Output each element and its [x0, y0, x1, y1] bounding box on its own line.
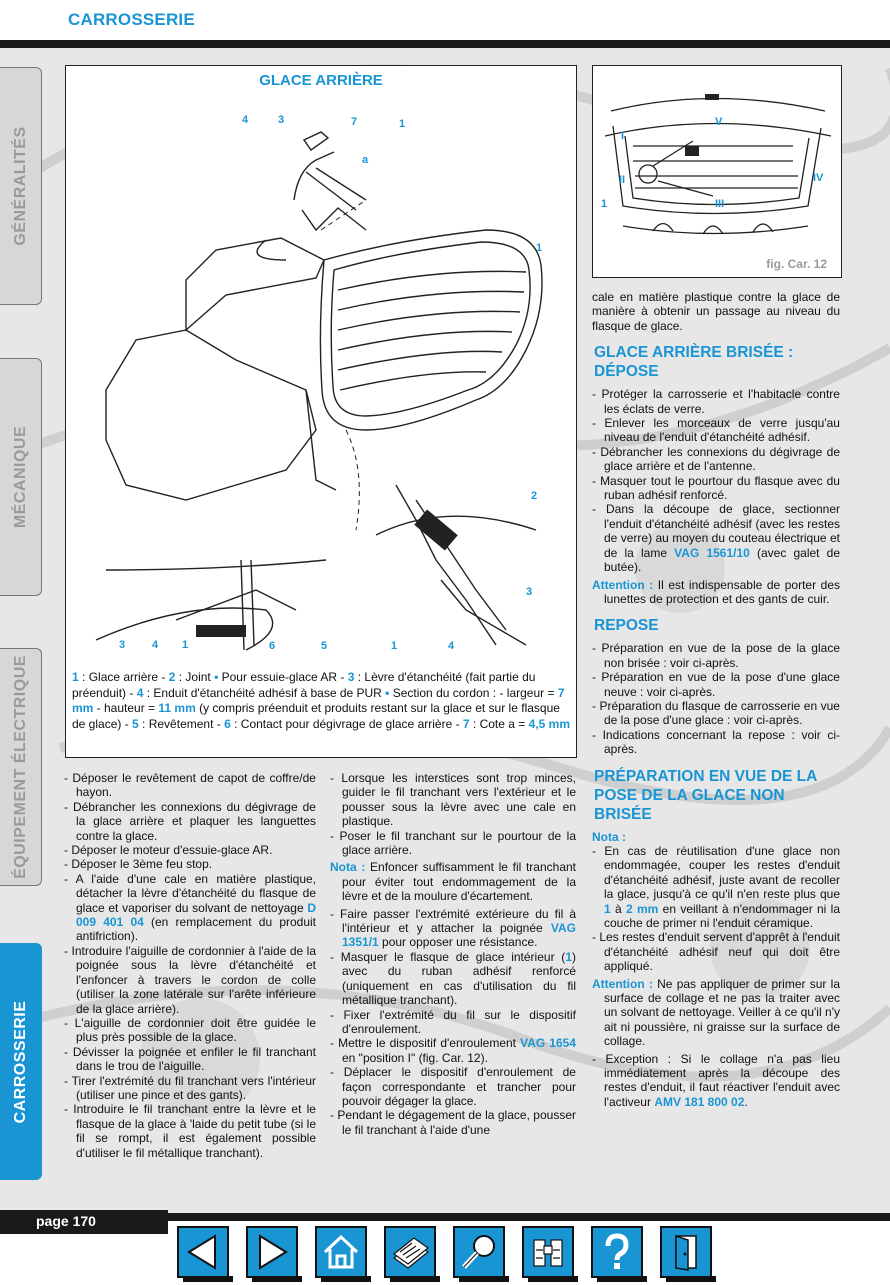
tab-mecanique-label: MÉCANIQUE	[11, 425, 29, 529]
section-depose-note-text: Il est indispensable de porter des lunettes de protection et des gants de cuir.	[604, 577, 841, 606]
text-run: L'aiguille de cordonnier doit être guidée le plus près possible de la glace.	[74, 1015, 316, 1045]
list-item: - Masquer tout le pourtour du flasque avec du ruban adhésif renforcé.	[592, 473, 840, 503]
callout-1-bottom: 1	[182, 639, 189, 651]
section-depose-note	[592, 578, 840, 607]
text-run: Préparation en vue de la pose de la glace non brisée : voir ci-après.	[601, 641, 840, 670]
text-run: ) avec du ruban adhésif renforcé (uniquement en cas d'utilisation du fil métallique tranchant).	[342, 949, 576, 1008]
callout-6-bottom: 6	[269, 640, 276, 652]
section-title-depose: GLACE ARRIÈRE BRISÉE : DÉPOSE	[594, 344, 794, 381]
arrow-left-icon	[179, 1228, 227, 1276]
document-stack-icon	[386, 1228, 434, 1276]
callout-a: a	[362, 154, 369, 166]
nav-find-shadow	[528, 1276, 578, 1282]
text-run: Section du cordon : - largeur =	[389, 685, 558, 700]
callout-2-side: 2	[531, 490, 538, 502]
exit-door-icon	[662, 1228, 710, 1276]
callout-7-top: 7	[351, 116, 358, 128]
text-run: Faire passer l'extrémité extérieure du fil à l'intérieur et y attacher la poignée	[340, 906, 576, 936]
text-run: Tirer l'extrémité du fil tranchant vers l'intérieur (utiliser une pince et des gants).	[71, 1073, 316, 1102]
callout-1-side: 1	[536, 242, 543, 254]
text-run: Les restes d'enduit servent d'apprêt à l'enduit d'étanchéité adhésif neuf qui doit être appliqué.	[599, 930, 840, 974]
rear-window-diagram	[66, 90, 576, 680]
page-number: page 170	[36, 1213, 96, 1229]
nav-search-shadow	[459, 1276, 509, 1282]
list-item: - Déposer le moteur d'essuie-glace AR.	[64, 843, 273, 858]
callout-3-bottom: 3	[119, 639, 126, 651]
text-run: A l'aide d'une cale en matière plastique, détacher la lèvre d'étanchéité du flasque de glace et vaporiser du solvant de nettoyage	[75, 871, 316, 915]
text-run: Dans la découpe de glace, sectionner l'enduit d'étanchéité adhésif (avec les restes de verre) au moyen du couteau électrique et de la lame	[604, 502, 840, 560]
list-item: - Débrancher les connexions du dégivrage de glace arrière et de l'antenne.	[592, 444, 840, 474]
list-item: - Préparation du flasque de carrosserie en vue de la pose d'une glace : voir ci-après.	[592, 698, 840, 728]
callout-3-side: 3	[526, 586, 533, 598]
list-item: - Déposer le 3ème feu stop.	[64, 857, 213, 872]
figure-title: GLACE ARRIÈRE	[259, 72, 383, 89]
highlight-ref: 1	[72, 670, 79, 684]
list-item: - L'aiguille de cordonnier doit être guidée le plus près possible de la glace.	[64, 1015, 316, 1045]
binoculars-icon	[524, 1228, 572, 1276]
nav-contents-shadow	[390, 1276, 440, 1282]
text-run: (avec galet de butée).	[604, 545, 841, 575]
highlight-ref: 6	[224, 716, 231, 731]
highlight-ref: D 009 401 04	[76, 900, 316, 930]
col2-list-b	[330, 907, 576, 1138]
highlight-ref: VAG 1351/1	[342, 921, 576, 950]
highlight-ref: 7	[462, 716, 470, 731]
list-item: - En cas de réutilisation d'une glace non endommagée, couper les restes d'enduit d'étanchéité adhésif, juste avant de recoller la glace, jusqu'à ce qu'il n'en reste plus que 1 à 2 mm en veillant à n'endommager ni la couche de primer ni l'enduit céramique.	[592, 843, 841, 930]
figure-car-12	[592, 65, 842, 278]
text-run: - hauteur =	[93, 701, 159, 715]
home-icon	[317, 1228, 365, 1276]
callout-iii: III	[715, 198, 725, 210]
col2-note	[330, 860, 576, 903]
col3-intro: cale en matière plastique contre la glace de manière à obtenir un passage au niveau du flasque de glace.	[592, 290, 840, 333]
nav-contents-button[interactable]	[384, 1226, 436, 1278]
list-item: - Masquer le flasque de glace intérieur (1) avec du ruban adhésif renforcé (uniquement en cas d'utilisation du fil métallique tranchant).	[330, 949, 576, 1008]
list-item: - Introduire l'aiguille de cordonnier à l'aide de la poignée sous la lèvre d'étanchéité et l'enfoncer à travers le cordon de colle (utiliser la zone latérale sur l'arête inférieure de la glace arrière).	[64, 943, 316, 1016]
callout-1-bottom-right: 1	[391, 640, 398, 652]
text-run: Dévisser la poignée et enfiler le fil tranchant dans le trou de l'aiguille.	[72, 1044, 316, 1074]
section-repose-list	[592, 641, 840, 756]
text-run: Introduire le fil tranchant entre la lèvre et le flasque de la glace à 'laide du petit tube (si le fil se rompt, il est également possible d'utiliser le fil métallique tranchant).	[73, 1102, 316, 1160]
text-run: Indications concernant la repose : voir ci-après.	[602, 727, 840, 757]
tab-carrosserie[interactable]	[0, 943, 42, 1180]
arrow-right-icon	[248, 1228, 296, 1276]
magnifier-icon	[455, 1228, 503, 1276]
callout-v: V	[715, 116, 723, 128]
highlight-ref: VAG 1561/10	[674, 545, 750, 560]
highlight-ref: 1	[604, 901, 611, 916]
nav-previous-shadow	[183, 1276, 233, 1282]
callout-1-top: 1	[399, 118, 406, 130]
list-item: - Pendant le dégagement de la glace, pousser le fil tranchant à l'aide d'une	[330, 1108, 576, 1137]
text-run: Introduire l'aiguille de cordonnier à l'aide de la poignée sous la lèvre d'étanchéité et l'enfoncer à travers le cordon de colle (utiliser la zone latérale sur l'arête inférieure de la glace arrière).	[71, 943, 316, 1016]
nav-search-button[interactable]	[453, 1226, 505, 1278]
highlight-ref: 2	[168, 670, 176, 684]
section-preparation-note-label: Attention :	[592, 976, 653, 991]
text-run: en "position I" (fig. Car. 12).	[342, 1050, 488, 1065]
list-item: - Introduire le fil tranchant entre la lèvre et le flasque de la glace à 'laide du petit tube (si le fil se rompt, il est également possible d'utiliser le fil métallique tranchant).	[64, 1102, 316, 1160]
nav-previous-button[interactable]	[177, 1226, 229, 1278]
col2-note-label: Nota :	[330, 860, 366, 875]
text-column-2	[330, 771, 576, 1137]
text-run: Déposer le revêtement de capot de coffre/de hayon.	[72, 771, 316, 800]
col2-list-a	[330, 771, 576, 857]
figure-glace-arriere	[65, 65, 577, 758]
figure-small-caption: fig. Car. 12	[766, 257, 827, 271]
list-item: - Les restes d'enduit servent d'apprêt à l'enduit d'étanchéité adhésif neuf qui doit être appliqué.	[592, 930, 840, 974]
text-run: En cas de réutilisation d'une glace non endommagée, couper les restes d'enduit d'étanchéité adhésif, juste avant de recoller la glace, jusqu'à ce qu'il n'en reste plus que	[604, 843, 840, 902]
tab-generalites-label: GÉNÉRALITÉS	[11, 126, 29, 246]
winding-device-diagram	[593, 66, 841, 256]
list-item: - Déposer le revêtement de capot de coffre/de hayon.	[64, 771, 316, 800]
highlight-ref: AMV 181 800 02	[654, 1094, 745, 1109]
text-run: Fixer l'extrémité du fil sur le dispositif d'enroulement.	[342, 1007, 576, 1036]
list-item: - Fixer l'extrémité du fil sur le dispositif d'enroulement.	[330, 1007, 576, 1036]
text-run: Déposer le 3ème feu stop.	[71, 857, 213, 872]
text-run: Pendant le dégagement de la glace, pousser le fil tranchant à l'aide d'une	[337, 1108, 576, 1137]
question-icon	[593, 1228, 641, 1276]
text-run: .	[744, 1094, 748, 1109]
highlight-ref: 4	[136, 685, 144, 700]
list-item: - Exception : Si le collage n'a pas lieu immédiatement après la découpe des restes d'enduit, il faut réactiver l'enduit avec l'activeur AMV 181 800 02.	[592, 1051, 840, 1109]
callout-5-bottom: 5	[321, 640, 328, 652]
text-run: Masquer tout le pourtour du flasque avec du ruban adhésif renforcé.	[600, 473, 840, 503]
text-run: Préparation du flasque de carrosserie en vue de la pose d'une glace : voir ci-après.	[599, 698, 840, 728]
text-run: Lorsque les interstices sont trop minces, guider le fil tranchant vers l'extérieur et le pousser sous la lèvre avec une cale en plastique.	[341, 771, 576, 829]
nav-next-shadow	[252, 1276, 302, 1282]
tab-equipement-electrique[interactable]	[0, 648, 42, 886]
highlight-ref: 3	[347, 670, 355, 684]
callout-iv: IV	[813, 172, 824, 184]
callout-ii: II	[619, 174, 626, 186]
text-run: : Lèvre d'étanchéité (fait partie du préenduit) -	[72, 670, 536, 700]
text-run: : Enduit d'étanchéité adhésif à base de PUR	[143, 685, 386, 700]
list-item: - Mettre le dispositif d'enroulement VAG 1654 en "position I" (fig. Car. 12).	[330, 1036, 576, 1065]
highlight-ref: •	[214, 670, 219, 684]
text-run: (en remplacement du produit antifriction).	[76, 915, 317, 944]
text-run: : Joint	[175, 670, 215, 684]
nav-find-button[interactable]	[522, 1226, 574, 1278]
highlight-ref: 4,5 mm	[528, 716, 570, 731]
section-depose-note-label: Attention :	[592, 577, 654, 592]
section-preparation-note	[592, 977, 840, 1049]
tab-carrosserie-label: CARROSSERIE	[11, 1000, 29, 1123]
text-run: Débrancher les connexions du dégivrage de glace arrière et de l'antenne.	[600, 444, 840, 474]
list-item: - Protéger la carrosserie et l'habitacle contre les éclats de verre.	[592, 387, 840, 416]
top-divider-bar	[0, 40, 890, 48]
text-run: Débrancher les connexions du dégivrage de la glace arrière et plaquer les languettes contre la glace.	[72, 799, 316, 843]
section-preparation-note-text: Ne pas appliquer de primer sur la surface de collage et ne pas la traiter avec un solvant de nettoyage. Veiller à ce qu'il n'y ait ni poussière, ni graisse sur la surface de collage.	[604, 976, 840, 1049]
text-run: : Contact pour dégivrage de glace arrière -	[230, 716, 463, 731]
text-run: Poser le fil tranchant sur le pourtour de la glace arrière.	[339, 828, 576, 858]
text-run: Déposer le moteur d'essuie-glace AR.	[71, 843, 273, 858]
highlight-ref: •	[385, 685, 390, 700]
list-item: - Déplacer le dispositif d'enroulement de façon correspondante et trancher pour pouvoir dégager la glace.	[330, 1065, 576, 1108]
text-run: Mettre le dispositif d'enroulement	[338, 1036, 521, 1051]
list-item: - Faire passer l'extrémité extérieure du fil à l'intérieur et y attacher la poignée VAG 1351/1 pour opposer une résistance.	[330, 906, 576, 950]
list-item: - Préparation en vue de la pose d'une glace neuve : voir ci-après.	[592, 670, 840, 699]
list-item: - Tirer l'extrémité du fil tranchant vers l'intérieur (utiliser une pince et des gants).	[64, 1073, 316, 1102]
tab-equipement-electrique-label: ÉQUIPEMENT ÉLECTRIQUE	[11, 655, 29, 879]
col2-note-text: Enfoncer suffisamment le fil tranchant pour éviter tout endommagement de la lèvre et de la moulure d'écartement.	[342, 860, 576, 904]
text-run: : Cote a =	[469, 716, 529, 731]
nav-home-shadow	[321, 1276, 371, 1282]
highlight-ref: 2 mm	[626, 901, 659, 916]
nav-help-shadow	[597, 1276, 647, 1282]
list-item: - Dans la découpe de glace, sectionner l'enduit d'étanchéité adhésif (avec les restes de verre) au moyen du couteau électrique et de la lame VAG 1561/10 (avec galet de butée).	[592, 502, 841, 575]
tab-generalites[interactable]	[0, 67, 42, 305]
text-column-3	[592, 290, 840, 1109]
figure-caption	[72, 670, 570, 732]
text-run: Pour essuie-glace AR -	[218, 670, 348, 684]
text-run: Protéger la carrosserie et l'habitacle contre les éclats de verre.	[601, 387, 840, 416]
tab-mecanique[interactable]	[0, 358, 42, 596]
highlight-ref: VAG 1654	[520, 1036, 576, 1051]
text-run: Enlever les morceaux de verre jusqu'au niveau de l'enduit d'étanchéité adhésif.	[604, 416, 840, 445]
highlight-ref: 7 mm	[72, 685, 565, 715]
text-run: pour opposer une résistance.	[378, 935, 538, 950]
highlight-ref: 1	[565, 949, 572, 964]
nav-help-button[interactable]	[591, 1226, 643, 1278]
list-item: - A l'aide d'une cale en matière plastique, détacher la lèvre d'étanchéité du flasque de glace et vaporiser du solvant de nettoyage D 009 401 04 (en remplacement du produit antifriction).	[64, 871, 317, 944]
callout-4-bottom: 4	[152, 639, 159, 651]
section-title-repose: REPOSE	[594, 617, 659, 635]
text-run: Masquer le flasque de glace intérieur (	[340, 949, 566, 964]
callout-4-top: 4	[242, 114, 249, 126]
section-header-title: CARROSSERIE	[68, 10, 195, 29]
callout-1-small: 1	[601, 198, 608, 210]
callout-4-bottom-right: 4	[448, 640, 455, 652]
text-column-1	[64, 771, 316, 1160]
list-item: - Préparation en vue de la pose de la glace non brisée : voir ci-après.	[592, 641, 840, 670]
text-run: : Glace arrière -	[78, 670, 169, 684]
text-run: à	[610, 901, 627, 916]
text-run: Exception : Si le collage n'a pas lieu immédiatement après la découpe des restes d'enduit, il faut réactiver l'enduit avec l'activeur	[604, 1051, 840, 1109]
nav-exit-shadow	[666, 1276, 716, 1282]
highlight-ref: 11 mm	[158, 701, 196, 715]
list-item: - Débrancher les connexions du dégivrage de la glace arrière et plaquer les languettes contre la glace.	[64, 799, 316, 843]
section-depose-list	[592, 387, 840, 574]
nav-next-button[interactable]	[246, 1226, 298, 1278]
nav-home-button[interactable]	[315, 1226, 367, 1278]
list-item: - Indications concernant la repose : voir ci-après.	[592, 727, 840, 757]
nav-exit-button[interactable]	[660, 1226, 712, 1278]
col1-list	[64, 771, 316, 1160]
section-preparation-list-b	[592, 1052, 840, 1110]
text-run: Déplacer le dispositif d'enroulement de façon correspondante et trancher pour pouvoir dégager la glace.	[342, 1065, 576, 1108]
text-run: en veillant à n'endommager ni la couche de primer ni l'enduit céramique.	[604, 901, 841, 930]
page-number-tab	[0, 1210, 168, 1234]
section-preparation-nota: Nota :	[592, 829, 626, 844]
callout-i: I	[621, 130, 625, 142]
callout-3-top: 3	[278, 114, 285, 126]
list-item: - Lorsque les interstices sont trop minces, guider le fil tranchant vers l'extérieur et le pousser sous la lèvre avec une cale en plastique.	[330, 771, 576, 829]
section-preparation-list	[592, 844, 840, 974]
text-run: Préparation en vue de la pose d'une glace neuve : voir ci-après.	[601, 670, 840, 699]
list-item: - Dévisser la poignée et enfiler le fil tranchant dans le trou de l'aiguille.	[64, 1044, 316, 1074]
list-item: - Poser le fil tranchant sur le pourtour de la glace arrière.	[330, 828, 576, 858]
text-run: : Revêtement -	[138, 716, 225, 731]
text-run: (y compris préenduit et produits restant sur la glace et sur le flasque de glace) -	[72, 701, 560, 731]
section-title-preparation: PRÉPARATION EN VUE DE LA POSE DE LA GLACE NON BRISÉE	[594, 767, 817, 823]
highlight-ref: 5	[132, 716, 139, 731]
list-item: - Enlever les morceaux de verre jusqu'au niveau de l'enduit d'étanchéité adhésif.	[592, 416, 840, 445]
